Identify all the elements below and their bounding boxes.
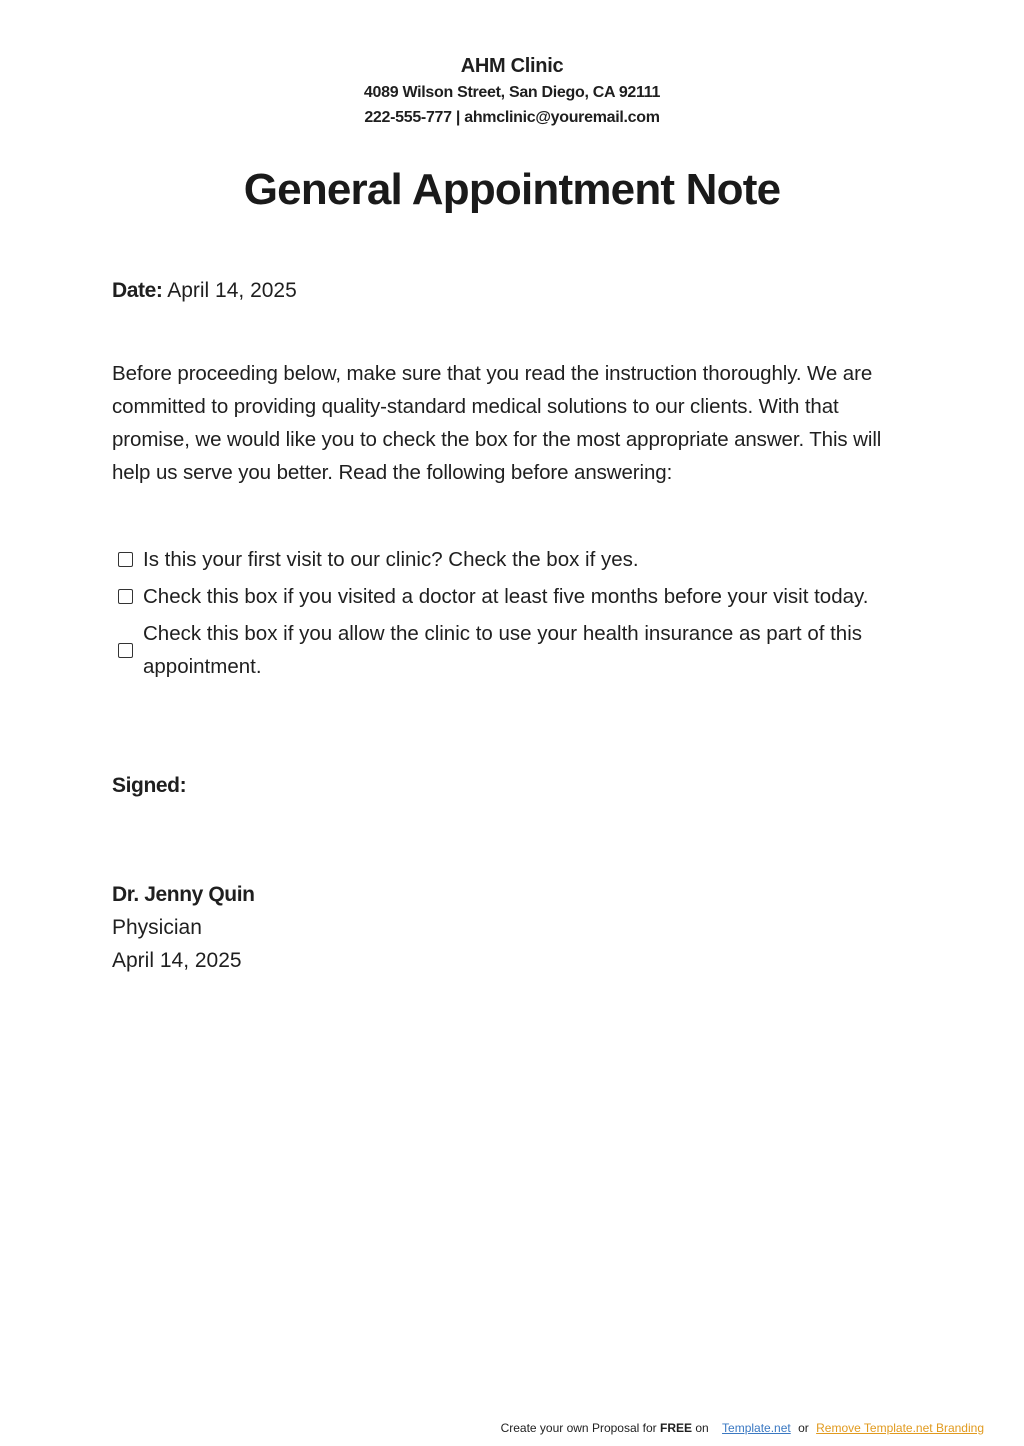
footer-on: on [692, 1421, 709, 1435]
checklist-item-text: Is this your first visit to our clinic? Check the box if yes. [143, 548, 639, 571]
checkbox-health-insurance[interactable] [118, 643, 133, 658]
intro-paragraph: Before proceeding below, make sure that you read the instruction thoroughly. We are committed to providing quality-standard medical solutions to our clients. With that promise, we would like you to check the box for the most appropriate answer. This will help us serve you better. Read the following before answering: [112, 362, 882, 484]
checklist [112, 543, 912, 687]
checklist-item-text: Check this box if you visited a doctor at least five months before your visit today. [143, 585, 869, 608]
clinic-address: 4089 Wilson Street, San Diego, CA 92111 [363, 84, 661, 101]
date-label: Date: [112, 279, 163, 302]
footer-or: or [798, 1421, 809, 1435]
checklist-item [112, 617, 912, 683]
checkbox-visited-doctor[interactable] [118, 589, 133, 604]
clinic-name: AHM Clinic [460, 55, 564, 77]
date-line [112, 276, 297, 306]
signed-label: Signed: [112, 774, 187, 797]
clinic-contact: 222-555-777 | ahmclinic@youremail.com [364, 109, 660, 126]
signature-date: April 14, 2025 [112, 949, 242, 972]
branding-footer [501, 1419, 984, 1437]
checklist-item-text: Check this box if you allow the clinic to use your health insurance as part of this appointment. [143, 622, 863, 678]
template-net-link[interactable]: Template.net [722, 1421, 791, 1435]
signature-block [112, 878, 255, 977]
remove-branding-link[interactable]: Remove Template.net Branding [816, 1421, 984, 1435]
footer-prefix: Create your own Proposal for [500, 1421, 660, 1435]
checklist-item [112, 580, 912, 613]
date-value: April 14, 2025 [167, 279, 297, 302]
document-title: General Appointment Note [243, 165, 781, 214]
clinic-header [0, 52, 1024, 130]
signer-name: Dr. Jenny Quin [112, 883, 255, 906]
footer-free: FREE [659, 1421, 692, 1435]
checkbox-first-visit[interactable] [118, 552, 133, 567]
signer-role: Physician [112, 916, 202, 939]
checklist-item [112, 543, 912, 576]
